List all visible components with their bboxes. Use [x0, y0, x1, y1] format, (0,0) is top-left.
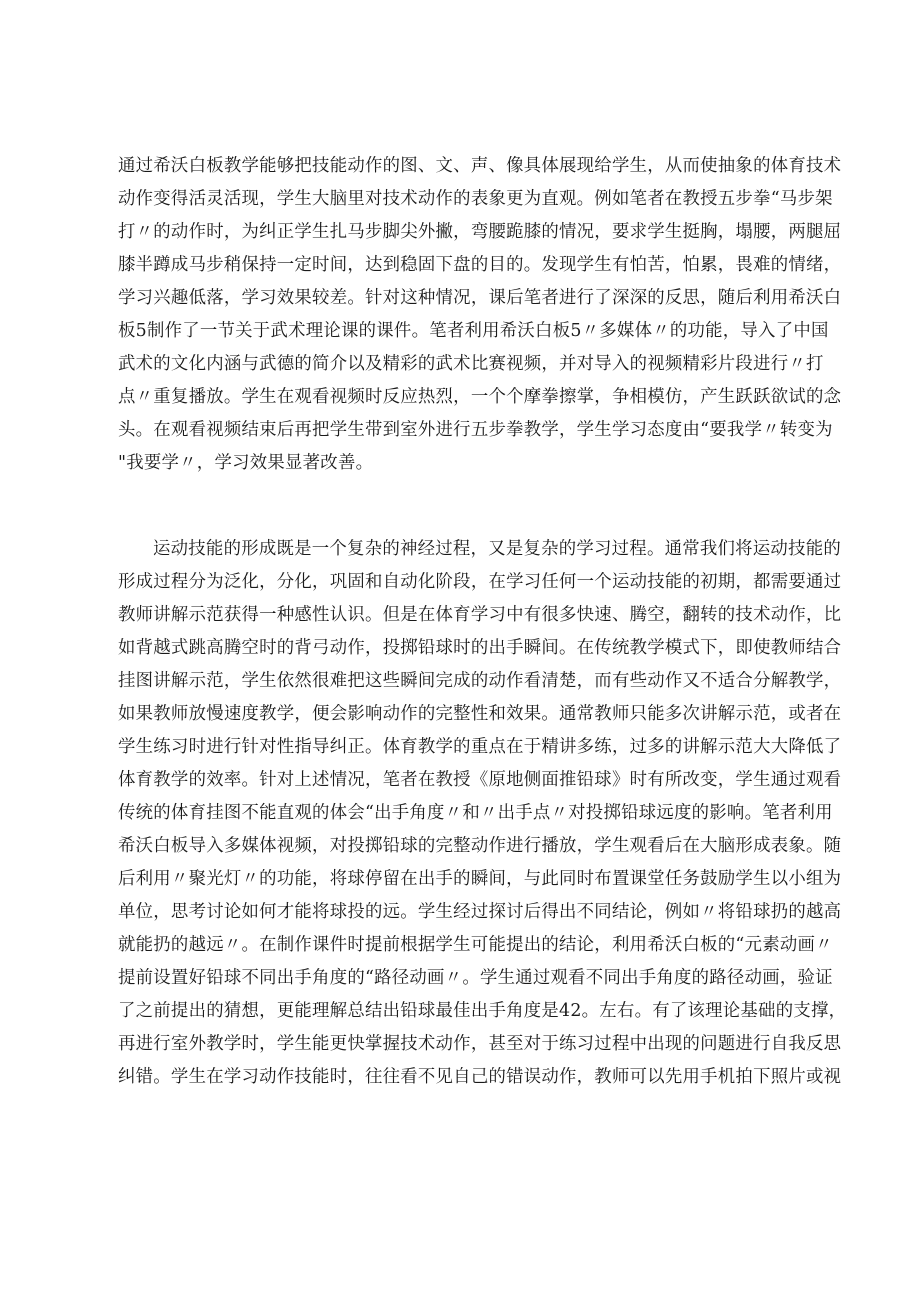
paragraph-line: 头。在观看视频结束后再把学生带到室外进行五步拳教学，学生学习态度由“要我学〃转变为 [118, 420, 833, 440]
paragraph-line: 体育教学的效率。针对上述情况，笔者在教授《原地侧面推铅球》时有所改变，学生通过观看 [118, 770, 842, 790]
paragraph-line: 希沃白板导入多媒体视频，对投掷铅球的完整动作进行播放，学生观看后在大脑形成表象。随 [118, 836, 842, 856]
paragraph-line: 后利用〃聚光灯〃的功能，将球停留在出手的瞬间，与此同时布置课堂任务鼓励学生以小组为 [118, 869, 842, 889]
paragraph-line: 就能扔的越远〃。在制作课件时提前根据学生可能提出的结论，利用希沃白板的“元素动画〃 [118, 935, 833, 955]
paragraph-line: 形成过程分为泛化，分化，巩固和自动化阶段，在学习任何一个运动技能的初期，都需要通过 [118, 572, 842, 592]
paragraph-line: "我要学〃，学习效果显著改善。 [118, 453, 374, 473]
paragraph-whiteboard-teaching [118, 150, 842, 480]
paragraph-line: 通过希沃白板教学能够把技能动作的图、文、声、像具体展现给学生，从而使抽象的体育技术 [118, 156, 842, 176]
paragraph-line: 教师讲解示范获得一种感性认识。但是在体育学习中有很多快速、腾空，翻转的技术动作，比 [118, 605, 842, 625]
paragraph-line: 点〃重复播放。学生在观看视频时反应热烈，一个个摩拳擦掌，争相模仿，产生跃跃欲试的念 [118, 387, 842, 407]
paragraph-line: 再进行室外教学时，学生能更快掌握技术动作，甚至对于练习过程中出现的问题进行自我反思 [118, 1034, 842, 1054]
paragraph-motor-skills [118, 533, 847, 1094]
paragraph-line: 武术的文化内涵与武德的简介以及精彩的武术比赛视频，并对导入的视频精彩片段进行〃打 [118, 354, 824, 374]
paragraph-line: 纠错。学生在学习动作技能时，往往看不见自己的错误动作，教师可以先用手机拍下照片或视 [118, 1067, 842, 1087]
paragraph-line: 如果教师放慢速度教学，便会影响动作的完整性和效果。通常教师只能多次讲解示范，或者在 [118, 704, 842, 724]
paragraph-line: 提前设置好铅球不同出手角度的“路径动画〃。学生通过观看不同出手角度的路径动画，验证 [118, 968, 833, 988]
paragraph-line: 挂图讲解示范，学生依然很难把这些瞬间完成的动作看清楚，而有些动作又不适合分解教学， [118, 671, 842, 691]
paragraph-line: 打〃的动作时，为纠正学生扎马步脚尖外撇，弯腰跪膝的情况，要求学生挺胸，塌腰，两腿屈 [118, 222, 842, 242]
paragraph-line: 动作变得活灵活现，学生大脑里对技术动作的表象更为直观。例如笔者在教授五步拳“马步架 [118, 189, 833, 209]
paragraph-first-line: 运动技能的形成既是一个复杂的神经过程，又是复杂的学习过程。通常我们将运动技能的 [153, 539, 841, 559]
paragraph-line: 如背越式跳高腾空时的背弓动作，投掷铅球时的出手瞬间。在传统教学模式下，即使教师结合 [118, 638, 842, 658]
paragraph-line: 了之前提出的猜想，更能理解总结出铅球最佳出手角度是42。左右。有了该理论基础的支撑， [118, 1001, 847, 1021]
paragraph-line: 传统的体育挂图不能直观的体会“出手角度〃和〃出手点〃对投掷铅球远度的影响。笔者利用 [118, 803, 833, 823]
paragraph-line: 膝半蹲成马步稍保持一定时间，达到稳固下盘的目的。发现学生有怕苦，怕累，畏难的情绪， [118, 255, 842, 275]
paragraph-line: 学习兴趣低落，学习效果较差。针对这种情况，课后笔者进行了深深的反思，随后利用希沃白 [118, 288, 842, 308]
paragraph-line: 单位，思考讨论如何才能将球投的远。学生经过探讨后得出不同结论，例如〃将铅球扔的越高 [118, 902, 842, 922]
paragraph-line: 板5制作了一节关于武术理论课的课件。笔者利用希沃白板5〃多媒体〃的功能，导入了中国 [118, 321, 829, 341]
paragraph-line: 学生练习时进行针对性指导纠正。体育教学的重点在于精讲多练，过多的讲解示范大大降低了 [118, 737, 842, 757]
